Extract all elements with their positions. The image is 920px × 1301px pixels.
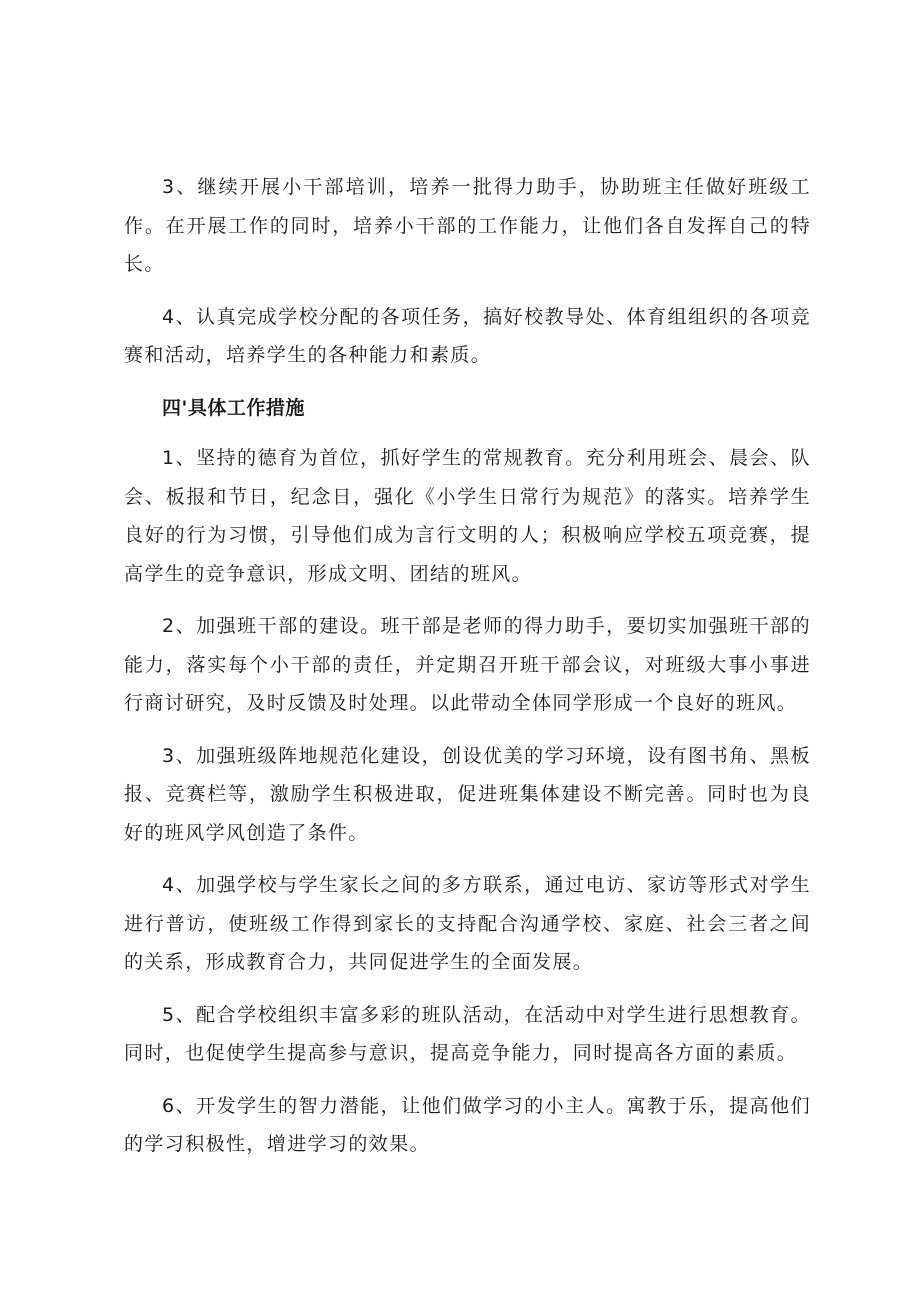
- measure-4-parent-contact: 4、加强学校与学生家长之间的多方联系，通过电访、家访等形式对学生进行普访，使班级工作得到家长的支持配合沟通学校、家庭、社会三者之间的关系，形成教育合力，共同促进学生的全面发展。: [124, 874, 811, 973]
- measure-6-intellectual-potential: 6、开发学生的智力潜能，让他们做学习的小主人。寓教于乐，提高他们的学习积极性，增进学习的效果。: [124, 1094, 811, 1155]
- document-body: [124, 168, 811, 1178]
- paragraph-4-school-tasks: 4、认真完成学校分配的各项任务，搞好校教导处、体育组组织的各项竞赛和活动，培养学生的各种能力和素质。: [124, 305, 811, 366]
- measure-5-class-activities: 5、配合学校组织丰富多彩的班队活动，在活动中对学生进行思想教育。同时，也促使学生提高参与意识，提高竞争能力，同时提高各方面的素质。: [124, 1003, 811, 1064]
- measure-2-class-cadres: 2、加强班干部的建设。班干部是老师的得力助手，要切实加强班干部的能力，落实每个小干部的责任，并定期召开班干部会议，对班级大事小事进行商讨研究，及时反馈及时处理。以此带动全体同学形成一个良好的班风。: [124, 615, 811, 714]
- measure-3-class-environment: 3、加强班级阵地规范化建设，创设优美的学习环境，设有图书角、黑板报、竞赛栏等，激励学生积极进取，促进班集体建设不断完善。同时也为良好的班风学风创造了条件。: [124, 744, 811, 844]
- measure-1-moral-education: 1、坚持的德育为首位，抓好学生的常规教育。充分利用班会、晨会、队会、板报和节日，纪念日，强化《小学生日常行为规范》的落实。培养学生良好的行为习惯，引导他们成为言行文明的人；积极响应学校五项竞赛，提高学生的竞争意识，形成文明、团结的班风。: [124, 447, 811, 585]
- section-heading-measures: 四'具体工作措施: [162, 396, 305, 419]
- paragraph-3-cadre-training: 3、继续开展小干部培训，培养一批得力助手，协助班主任做好班级工作。在开展工作的同时，培养小干部的工作能力，让他们各自发挥自己的特长。: [124, 176, 811, 275]
